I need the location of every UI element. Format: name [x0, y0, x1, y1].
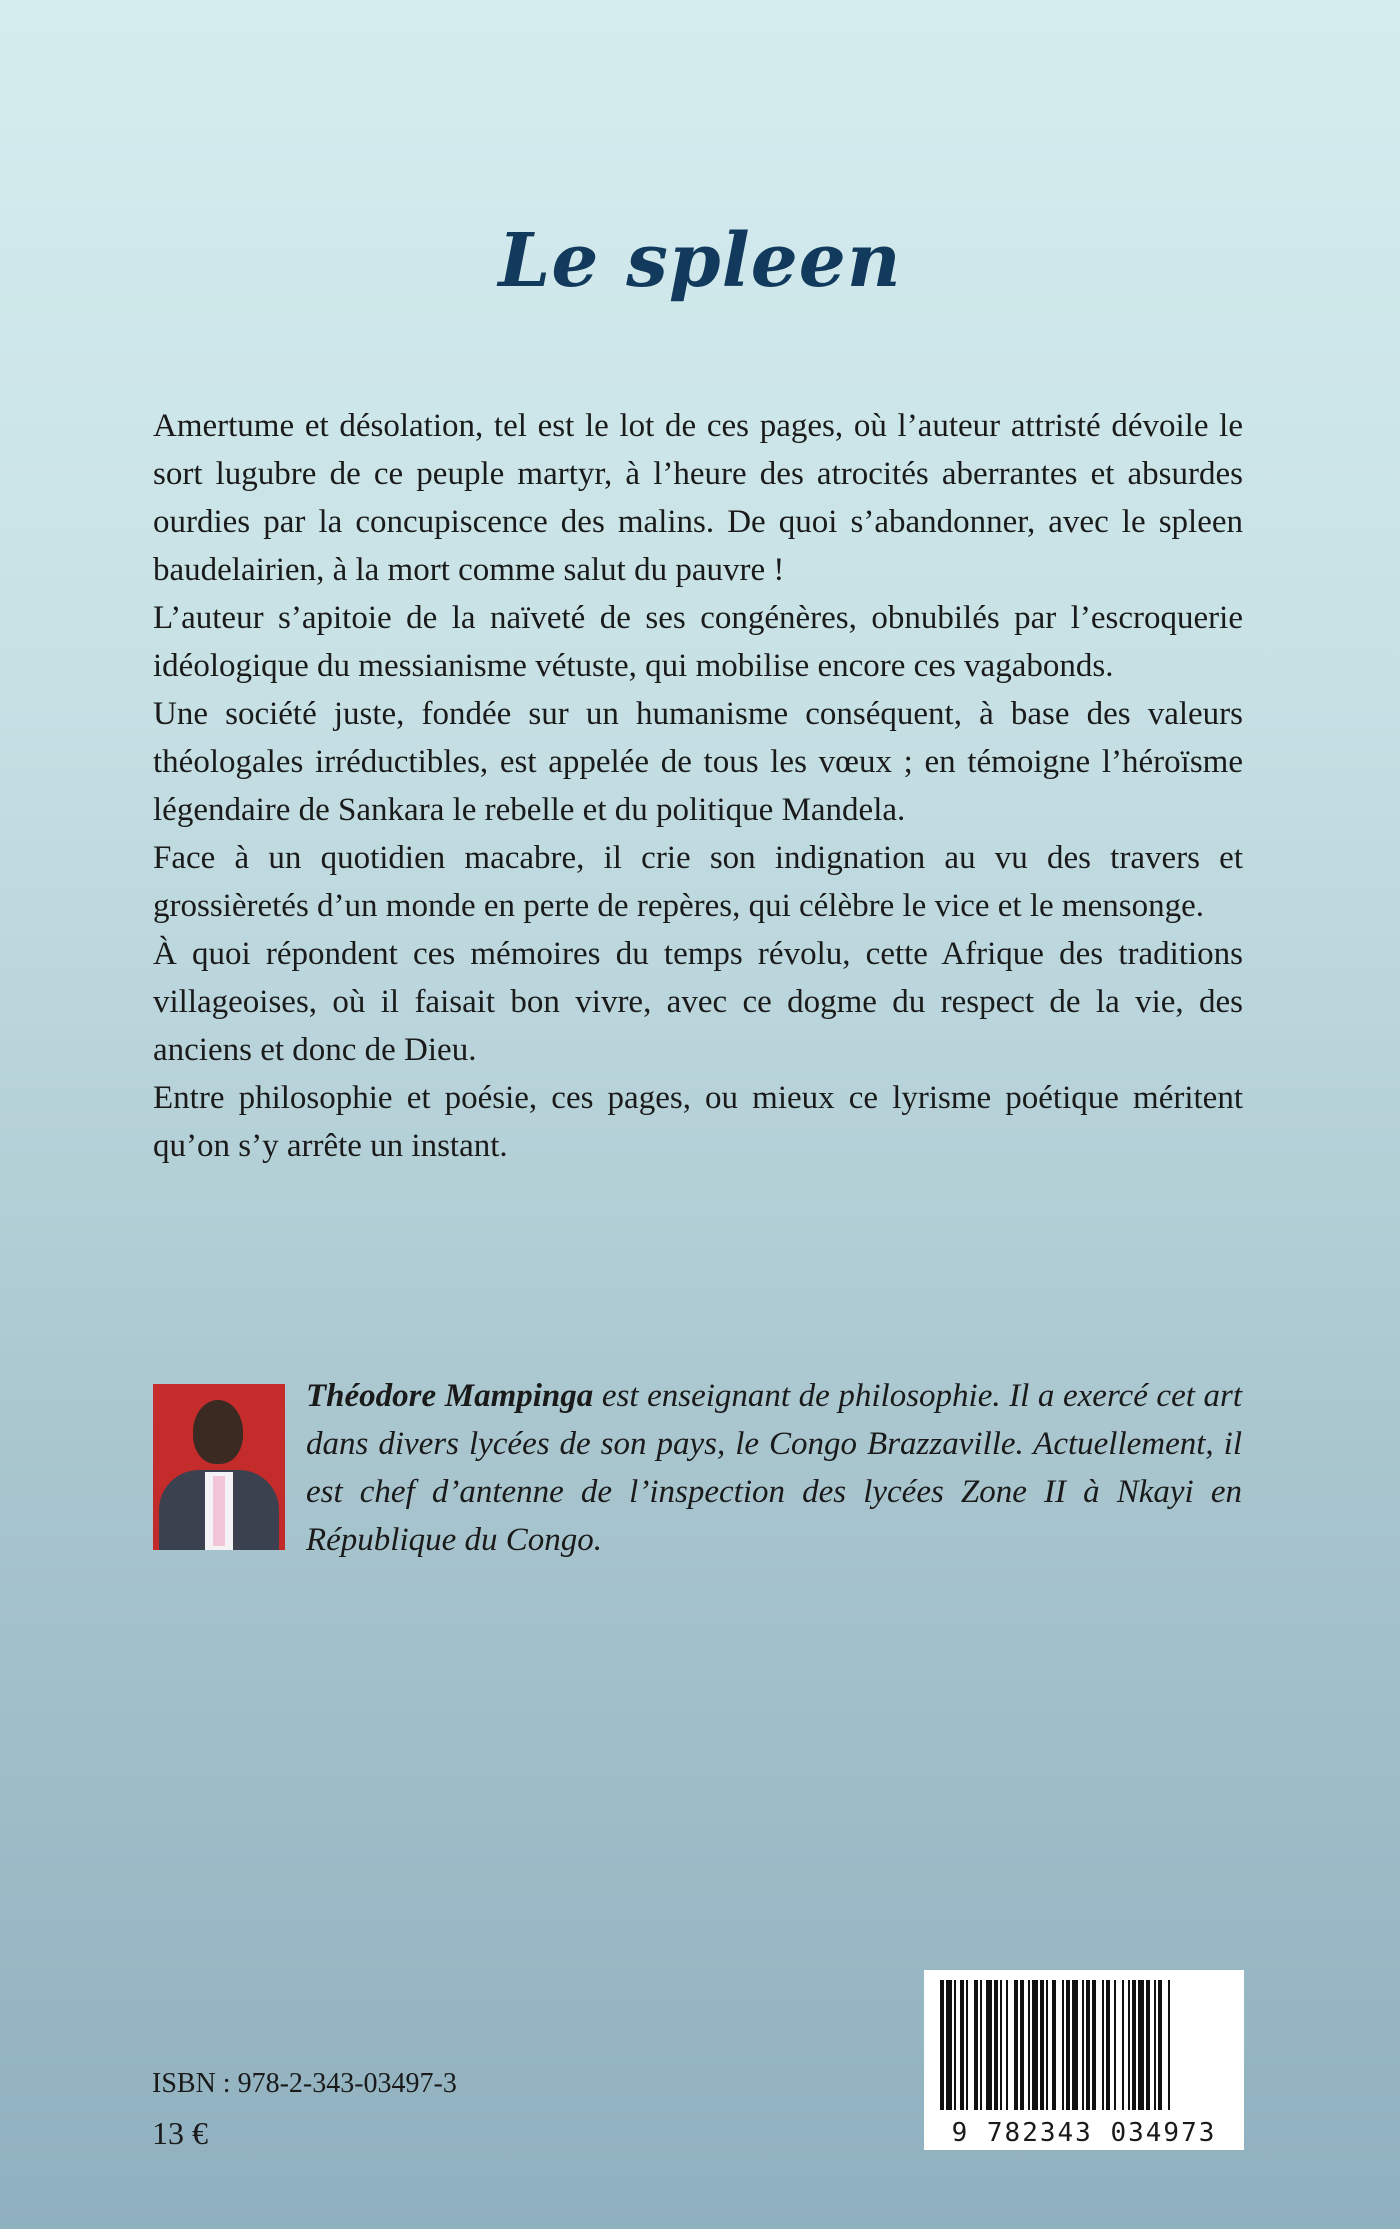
barcode-bar	[1106, 1980, 1110, 2110]
barcode-bar	[1086, 1980, 1090, 2110]
author-name: Théodore Mampinga	[306, 1378, 594, 1414]
barcode-bar	[1006, 1980, 1008, 2110]
author-bio-text: est enseignant de philosophie. Il a exercé cet art dans divers lycées de son pays, le Congo Brazzaville. Actuellement, il est chef d’antenne de l’inspection des lycées Zone II à Nkayi en République du Congo.	[306, 1378, 1242, 1558]
barcode-bar	[1122, 1980, 1124, 2110]
barcode-bar	[1132, 1980, 1136, 2110]
barcode-bar	[1082, 1980, 1084, 2110]
barcode-bar	[1020, 1980, 1024, 2110]
blurb-paragraph: Face à un quotidien macabre, il crie son indignation au vu des travers et grossièretés d’un monde en perte de repères, qui célèbre le vice et le mensonge.	[153, 840, 1243, 924]
price: 13 €	[152, 2115, 208, 2151]
barcode-bar	[986, 1980, 992, 2110]
barcode-digits: 9 782343 034973	[951, 2118, 1217, 2148]
barcode-bar	[1032, 1980, 1038, 2110]
barcode-bar	[1154, 1980, 1156, 2110]
barcode-bar	[1138, 1980, 1144, 2110]
barcode-bar	[1052, 1980, 1056, 2110]
barcode-bar	[1128, 1980, 1130, 2110]
blurb-paragraph: Entre philosophie et poésie, ces pages, ou mieux ce lyrisme poétique méritent qu’on s’y arrête un instant.	[153, 1080, 1243, 1164]
barcode-bar	[1040, 1980, 1044, 2110]
barcode-bar	[974, 1980, 978, 2110]
barcode-bar	[954, 1980, 956, 2110]
blurb-paragraph: À quoi répondent ces mémoires du temps révolu, cette Afrique des traditions villageoises, où il faisait bon vivre, avec ce dogme du respect de la vie, des anciens et donc de Dieu.	[153, 936, 1243, 1068]
barcode-bar	[1028, 1980, 1030, 2110]
barcode-bar	[1014, 1980, 1018, 2110]
barcode-bar	[966, 1980, 968, 2110]
blurb-paragraph: Une société juste, fondée sur un humanisme conséquent, à base des valeurs théologales irréductibles, est appelée de tous les vœux ; en témoigne l’héroïsme légendaire de Sankara le rebelle et du politique Mandela.	[153, 696, 1243, 828]
barcode-bar	[960, 1980, 964, 2110]
book-title: Le spleen	[498, 217, 902, 304]
blurb-paragraph: L’auteur s’apitoie de la naïveté de ses congénères, obnubilés par l’escroquerie idéologique du messianisme vétuste, qui mobilise encore ces vagabonds.	[153, 600, 1243, 684]
barcode-bar	[1102, 1980, 1104, 2110]
barcode-bar	[980, 1980, 982, 2110]
back-cover-blurb	[153, 402, 1243, 1170]
barcode-bar	[946, 1980, 952, 2110]
author-photo	[153, 1384, 285, 1550]
barcode-bar	[1000, 1980, 1002, 2110]
barcode-bar	[940, 1980, 944, 2110]
barcode	[924, 1970, 1244, 2150]
photo-head	[193, 1400, 243, 1464]
barcode-bar	[1072, 1980, 1078, 2110]
photo-tie	[213, 1476, 225, 1546]
barcode-bar	[1062, 1980, 1064, 2110]
blurb-paragraph: Amertume et désolation, tel est le lot de ces pages, où l’auteur attristé dévoile le sort lugubre de ce peuple martyr, à l’heure des atrocités aberrantes et absurdes ourdies par la concupiscence des malins. De quoi s’abandonner, avec le spleen baudelairien, à la mort comme salut du pauvre !	[153, 408, 1243, 588]
barcode-bar	[1046, 1980, 1048, 2110]
barcode-bar	[994, 1980, 998, 2110]
barcode-bar	[1158, 1980, 1162, 2110]
barcode-bar	[1092, 1980, 1096, 2110]
barcode-bar	[1114, 1980, 1116, 2110]
author-bio	[306, 1372, 1242, 1564]
barcode-bar	[1066, 1980, 1070, 2110]
isbn: ISBN : 978-2-343-03497-3	[152, 2068, 457, 2099]
barcode-bar	[1168, 1980, 1170, 2110]
barcode-bar	[1146, 1980, 1150, 2110]
